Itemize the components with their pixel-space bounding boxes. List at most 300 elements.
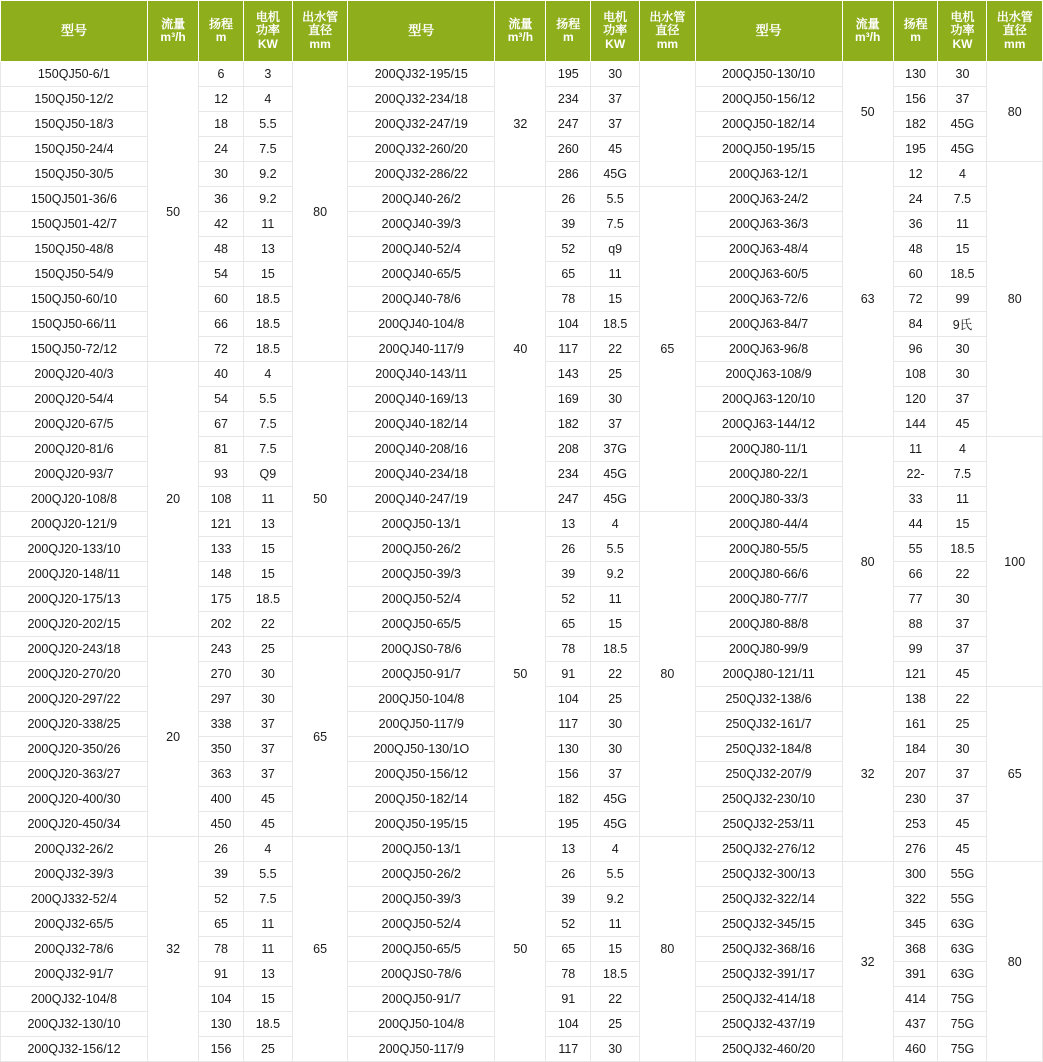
cell-power: 18.5: [591, 962, 640, 987]
cell-head: 345: [893, 912, 938, 937]
cell-power: 75G: [938, 1037, 987, 1062]
cell-power: 18.5: [938, 537, 987, 562]
cell-model: 250QJ32-391/17: [695, 962, 842, 987]
header-model-1: 型号: [1, 1, 148, 62]
cell-model: 200QJ32-234/18: [348, 87, 495, 112]
cell-model: 200QJ50-39/3: [348, 562, 495, 587]
cell-model: 250QJ32-161/7: [695, 712, 842, 737]
cell-model: 200QJ80-55/5: [695, 537, 842, 562]
cell-head: 52: [546, 587, 591, 612]
cell-model: 250QJ32-276/12: [695, 837, 842, 862]
cell-head: 36: [893, 212, 938, 237]
cell-head: 297: [199, 687, 244, 712]
cell-model: 250QJ32-322/14: [695, 887, 842, 912]
cell-model: 200QJ32-130/10: [1, 1012, 148, 1037]
cell-model: 200QJS0-78/6: [348, 962, 495, 987]
cell-head: 66: [893, 562, 938, 587]
cell-power: 37: [591, 87, 640, 112]
cell-head: 24: [893, 187, 938, 212]
cell-model: 200QJ50-52/4: [348, 912, 495, 937]
cell-model: 200QJ63-60/5: [695, 262, 842, 287]
cell-power: 30: [591, 712, 640, 737]
cell-flow: 50: [842, 62, 893, 162]
cell-power: 11: [591, 587, 640, 612]
cell-model: 200QJ40-26/2: [348, 187, 495, 212]
cell-power: 63G: [938, 962, 987, 987]
cell-model: 200QJ50-182/14: [695, 112, 842, 137]
cell-model: 200QJ63-108/9: [695, 362, 842, 387]
cell-power: 45G: [591, 812, 640, 837]
cell-pipe: 50: [292, 362, 347, 637]
cell-power: 30: [243, 687, 292, 712]
cell-model: 150QJ50-60/10: [1, 287, 148, 312]
cell-head: 66: [199, 312, 244, 337]
cell-power: 11: [243, 912, 292, 937]
cell-power: 45G: [591, 462, 640, 487]
cell-head: 26: [546, 537, 591, 562]
cell-head: 91: [546, 662, 591, 687]
cell-model: 250QJ32-460/20: [695, 1037, 842, 1062]
cell-power: 45: [938, 412, 987, 437]
cell-power: 30: [938, 362, 987, 387]
cell-head: 195: [546, 62, 591, 87]
cell-head: 72: [199, 337, 244, 362]
cell-power: 5.5: [243, 862, 292, 887]
cell-power: 15: [243, 537, 292, 562]
cell-power: 37: [938, 387, 987, 412]
cell-model: 200QJ40-104/8: [348, 312, 495, 337]
cell-head: 33: [893, 487, 938, 512]
cell-model: 200QJ40-208/16: [348, 437, 495, 462]
cell-head: 44: [893, 512, 938, 537]
cell-power: 4: [591, 512, 640, 537]
cell-head: 247: [546, 487, 591, 512]
cell-power: 22: [938, 687, 987, 712]
cell-head: 247: [546, 112, 591, 137]
cell-model: 150QJ50-72/12: [1, 337, 148, 362]
cell-head: 104: [546, 687, 591, 712]
cell-head: 26: [546, 187, 591, 212]
header-pipe-1: 出水管 直径 mm: [292, 1, 347, 62]
cell-power: 45G: [591, 162, 640, 187]
cell-power: 9.2: [243, 187, 292, 212]
cell-head: 13: [546, 837, 591, 862]
cell-flow: 50: [148, 62, 199, 362]
cell-power: 5.5: [243, 387, 292, 412]
cell-flow: 32: [842, 687, 893, 862]
cell-head: 286: [546, 162, 591, 187]
cell-model: 200QJ20-450/34: [1, 812, 148, 837]
cell-model: 150QJ50-12/2: [1, 87, 148, 112]
cell-head: 48: [893, 237, 938, 262]
cell-model: 200QJ20-350/26: [1, 737, 148, 762]
cell-power: 37: [938, 787, 987, 812]
cell-power: 63G: [938, 937, 987, 962]
cell-power: 25: [243, 1037, 292, 1062]
cell-head: 138: [893, 687, 938, 712]
cell-head: 91: [546, 987, 591, 1012]
cell-head: 24: [199, 137, 244, 162]
cell-head: 108: [199, 487, 244, 512]
cell-model: 200QJ50-65/5: [348, 612, 495, 637]
cell-model: 200QJ80-22/1: [695, 462, 842, 487]
cell-model: 200QJ20-40/3: [1, 362, 148, 387]
cell-power: 15: [243, 562, 292, 587]
cell-model: 200QJ40-169/13: [348, 387, 495, 412]
header-head-1: 扬程 m: [199, 1, 244, 62]
header-flow-2: 流量 m³/h: [495, 1, 546, 62]
cell-power: 30: [591, 387, 640, 412]
cell-head: 52: [199, 887, 244, 912]
cell-model: 200QJ20-54/4: [1, 387, 148, 412]
cell-model: 200QJ50-65/5: [348, 937, 495, 962]
cell-head: 195: [893, 137, 938, 162]
cell-power: 15: [938, 237, 987, 262]
cell-power: 7.5: [938, 187, 987, 212]
cell-power: 45G: [591, 787, 640, 812]
cell-head: 121: [199, 512, 244, 537]
cell-model: 200QJ50-39/3: [348, 887, 495, 912]
cell-power: 15: [591, 937, 640, 962]
cell-power: 4: [243, 87, 292, 112]
cell-head: 182: [546, 787, 591, 812]
cell-head: 133: [199, 537, 244, 562]
cell-model: 250QJ32-253/11: [695, 812, 842, 837]
cell-head: 104: [546, 1012, 591, 1037]
cell-head: 117: [546, 337, 591, 362]
cell-head: 55: [893, 537, 938, 562]
cell-head: 39: [546, 562, 591, 587]
cell-head: 338: [199, 712, 244, 737]
cell-power: 45G: [938, 137, 987, 162]
cell-power: 13: [243, 962, 292, 987]
cell-head: 65: [199, 912, 244, 937]
cell-model: 200QJ50-117/9: [348, 712, 495, 737]
cell-model: 200QJ40-143/11: [348, 362, 495, 387]
cell-model: 200QJ40-39/3: [348, 212, 495, 237]
cell-model: 200QJ20-133/10: [1, 537, 148, 562]
cell-head: 88: [893, 612, 938, 637]
cell-flow: 32: [148, 837, 199, 1062]
header-model-3: 型号: [695, 1, 842, 62]
cell-head: 77: [893, 587, 938, 612]
cell-model: 200QJ80-88/8: [695, 612, 842, 637]
cell-head: 234: [546, 462, 591, 487]
cell-head: 12: [893, 162, 938, 187]
cell-head: 156: [199, 1037, 244, 1062]
cell-power: 5.5: [591, 862, 640, 887]
cell-head: 99: [893, 637, 938, 662]
cell-model: 200QJ32-247/19: [348, 112, 495, 137]
cell-flow: 80: [842, 437, 893, 687]
cell-model: 150QJ501-36/6: [1, 187, 148, 212]
cell-power: 7.5: [243, 412, 292, 437]
cell-power: 45: [938, 837, 987, 862]
cell-power: 30: [591, 737, 640, 762]
cell-model: 200QJ40-117/9: [348, 337, 495, 362]
cell-power: 37: [243, 737, 292, 762]
cell-head: 22-: [893, 462, 938, 487]
cell-head: 437: [893, 1012, 938, 1037]
cell-model: 200QJ50-26/2: [348, 862, 495, 887]
cell-model: 200QJ50-91/7: [348, 987, 495, 1012]
cell-model: 200QJS0-78/6: [348, 637, 495, 662]
cell-head: 104: [199, 987, 244, 1012]
cell-head: 156: [893, 87, 938, 112]
header-flow-3: 流量 m³/h: [842, 1, 893, 62]
cell-model: 200QJ50-117/9: [348, 1037, 495, 1062]
cell-model: 200QJ50-13/1: [348, 512, 495, 537]
cell-model: 200QJ80-77/7: [695, 587, 842, 612]
cell-head: 52: [546, 912, 591, 937]
cell-head: 117: [546, 1037, 591, 1062]
cell-head: 322: [893, 887, 938, 912]
cell-power: 18.5: [591, 312, 640, 337]
cell-power: 15: [243, 262, 292, 287]
cell-power: 22: [243, 612, 292, 637]
cell-power: 25: [591, 687, 640, 712]
cell-power: 37: [938, 87, 987, 112]
cell-head: 96: [893, 337, 938, 362]
cell-power: 22: [591, 987, 640, 1012]
cell-power: 30: [938, 62, 987, 87]
cell-power: 9.2: [591, 562, 640, 587]
cell-model: 200QJ63-144/12: [695, 412, 842, 437]
cell-model: 200QJ40-247/19: [348, 487, 495, 512]
cell-head: 6: [199, 62, 244, 87]
cell-power: 9.2: [591, 887, 640, 912]
cell-model: 250QJ32-437/19: [695, 1012, 842, 1037]
cell-model: 250QJ32-230/10: [695, 787, 842, 812]
cell-head: 84: [893, 312, 938, 337]
cell-model: 200QJ63-96/8: [695, 337, 842, 362]
cell-head: 52: [546, 237, 591, 262]
cell-model: 250QJ32-414/18: [695, 987, 842, 1012]
cell-head: 54: [199, 387, 244, 412]
cell-head: 93: [199, 462, 244, 487]
cell-head: 54: [199, 262, 244, 287]
cell-model: 200QJ50-195/15: [348, 812, 495, 837]
cell-power: 37: [938, 612, 987, 637]
cell-flow: 63: [842, 162, 893, 437]
cell-head: 230: [893, 787, 938, 812]
cell-model: 200QJ63-48/4: [695, 237, 842, 262]
cell-head: 18: [199, 112, 244, 137]
cell-model: 150QJ50-18/3: [1, 112, 148, 137]
cell-power: 9.2: [243, 162, 292, 187]
cell-model: 200QJ40-182/14: [348, 412, 495, 437]
cell-head: 391: [893, 962, 938, 987]
cell-model: 200QJ32-195/15: [348, 62, 495, 87]
cell-power: 37: [243, 712, 292, 737]
cell-model: 200QJ20-108/8: [1, 487, 148, 512]
cell-power: 4: [243, 362, 292, 387]
cell-model: 200QJ50-156/12: [695, 87, 842, 112]
cell-model: 150QJ50-66/11: [1, 312, 148, 337]
cell-model: 150QJ50-54/9: [1, 262, 148, 287]
cell-model: 150QJ50-6/1: [1, 62, 148, 87]
cell-power: 18.5: [243, 587, 292, 612]
cell-head: 39: [199, 862, 244, 887]
cell-flow: 50: [495, 512, 546, 837]
cell-head: 243: [199, 637, 244, 662]
cell-model: 250QJ32-207/9: [695, 762, 842, 787]
cell-power: 7.5: [591, 212, 640, 237]
cell-model: 200QJ63-72/6: [695, 287, 842, 312]
cell-power: 7.5: [938, 462, 987, 487]
cell-power: 37: [591, 412, 640, 437]
cell-model: 250QJ32-184/8: [695, 737, 842, 762]
cell-head: 78: [546, 962, 591, 987]
cell-power: Q9: [243, 462, 292, 487]
cell-power: 11: [591, 912, 640, 937]
cell-model: 200QJ40-65/5: [348, 262, 495, 287]
cell-head: 91: [199, 962, 244, 987]
cell-head: 65: [546, 937, 591, 962]
cell-model: 200QJ20-148/11: [1, 562, 148, 587]
cell-model: 200QJ32-91/7: [1, 962, 148, 987]
cell-head: 195: [546, 812, 591, 837]
cell-power: 45: [243, 787, 292, 812]
cell-flow: 20: [148, 637, 199, 837]
cell-head: 270: [199, 662, 244, 687]
cell-power: 7.5: [243, 137, 292, 162]
cell-power: 15: [591, 612, 640, 637]
cell-model: 150QJ501-42/7: [1, 212, 148, 237]
cell-model: 150QJ50-30/5: [1, 162, 148, 187]
cell-model: 200QJ50-182/14: [348, 787, 495, 812]
cell-power: 25: [591, 362, 640, 387]
cell-power: 7.5: [243, 887, 292, 912]
cell-head: 104: [546, 312, 591, 337]
header-flow-1: 流量 m³/h: [148, 1, 199, 62]
header-pipe-3: 出水管 直径 mm: [987, 1, 1043, 62]
cell-model: 150QJ50-24/4: [1, 137, 148, 162]
cell-head: 156: [546, 762, 591, 787]
cell-power: 15: [591, 287, 640, 312]
cell-power: 45: [243, 812, 292, 837]
cell-power: 30: [591, 1037, 640, 1062]
cell-power: 25: [938, 712, 987, 737]
cell-power: 37: [591, 112, 640, 137]
cell-power: 4: [591, 837, 640, 862]
cell-head: 26: [546, 862, 591, 887]
cell-head: 182: [893, 112, 938, 137]
cell-power: 11: [243, 212, 292, 237]
cell-head: 363: [199, 762, 244, 787]
cell-head: 67: [199, 412, 244, 437]
cell-head: 60: [199, 287, 244, 312]
cell-power: 22: [938, 562, 987, 587]
cell-pipe: 80: [640, 512, 695, 837]
cell-model: 200QJ50-91/7: [348, 662, 495, 687]
cell-power: 37G: [591, 437, 640, 462]
cell-power: 45: [938, 662, 987, 687]
cell-model: 200QJ63-12/1: [695, 162, 842, 187]
header-power-2: 电机 功率 KW: [591, 1, 640, 62]
cell-power: 7.5: [243, 437, 292, 462]
cell-head: 300: [893, 862, 938, 887]
cell-head: 143: [546, 362, 591, 387]
cell-head: 144: [893, 412, 938, 437]
cell-model: 200QJ63-84/7: [695, 312, 842, 337]
cell-model: 200QJ50-104/8: [348, 687, 495, 712]
cell-power: 30: [938, 737, 987, 762]
cell-model: 200QJ32-78/6: [1, 937, 148, 962]
cell-head: 182: [546, 412, 591, 437]
cell-model: 200QJ80-99/9: [695, 637, 842, 662]
header-head-3: 扬程 m: [893, 1, 938, 62]
cell-model: 200QJ50-156/12: [348, 762, 495, 787]
cell-model: 200QJ63-24/2: [695, 187, 842, 212]
cell-head: 208: [546, 437, 591, 462]
cell-model: 200QJ32-65/5: [1, 912, 148, 937]
cell-head: 78: [199, 937, 244, 962]
cell-head: 130: [546, 737, 591, 762]
cell-power: 13: [243, 512, 292, 537]
cell-power: 13: [243, 237, 292, 262]
cell-head: 202: [199, 612, 244, 637]
cell-model: 200QJ32-26/2: [1, 837, 148, 862]
cell-power: q9: [591, 237, 640, 262]
cell-model: 250QJ32-138/6: [695, 687, 842, 712]
cell-head: 60: [893, 262, 938, 287]
header-power-3: 电机 功率 KW: [938, 1, 987, 62]
cell-model: 200QJ40-52/4: [348, 237, 495, 262]
header-pipe-2: 出水管 直径 mm: [640, 1, 695, 62]
cell-power: 30: [243, 662, 292, 687]
cell-head: 13: [546, 512, 591, 537]
cell-power: 37: [591, 762, 640, 787]
cell-head: 400: [199, 787, 244, 812]
header-model-2: 型号: [348, 1, 495, 62]
cell-model: 200QJ20-93/7: [1, 462, 148, 487]
cell-model: 200QJ20-121/9: [1, 512, 148, 537]
cell-pipe: 65: [292, 637, 347, 837]
cell-head: 36: [199, 187, 244, 212]
cell-model: 250QJ32-345/15: [695, 912, 842, 937]
cell-model: 200QJ50-104/8: [348, 1012, 495, 1037]
cell-head: 39: [546, 212, 591, 237]
cell-pipe: 100: [987, 437, 1043, 687]
cell-model: 200QJ32-286/22: [348, 162, 495, 187]
cell-head: 72: [893, 287, 938, 312]
cell-power: 45: [938, 812, 987, 837]
cell-model: 200QJ50-195/15: [695, 137, 842, 162]
cell-power: 30: [591, 62, 640, 87]
cell-head: 184: [893, 737, 938, 762]
cell-power: 37: [938, 637, 987, 662]
cell-head: 120: [893, 387, 938, 412]
cell-power: 45G: [938, 112, 987, 137]
cell-model: 200QJ20-363/27: [1, 762, 148, 787]
cell-model: 150QJ50-48/8: [1, 237, 148, 262]
cell-power: 18.5: [591, 637, 640, 662]
cell-model: 200QJ32-39/3: [1, 862, 148, 887]
cell-power: 25: [243, 637, 292, 662]
cell-power: 5.5: [591, 537, 640, 562]
cell-head: 260: [546, 137, 591, 162]
cell-power: 30: [938, 337, 987, 362]
cell-model: 250QJ32-368/16: [695, 937, 842, 962]
cell-power: 15: [243, 987, 292, 1012]
cell-pipe: 80: [292, 62, 347, 362]
cell-power: 18.5: [243, 337, 292, 362]
cell-power: 63G: [938, 912, 987, 937]
cell-model: 200QJ50-130/10: [695, 62, 842, 87]
cell-flow: 40: [495, 187, 546, 512]
cell-head: 81: [199, 437, 244, 462]
